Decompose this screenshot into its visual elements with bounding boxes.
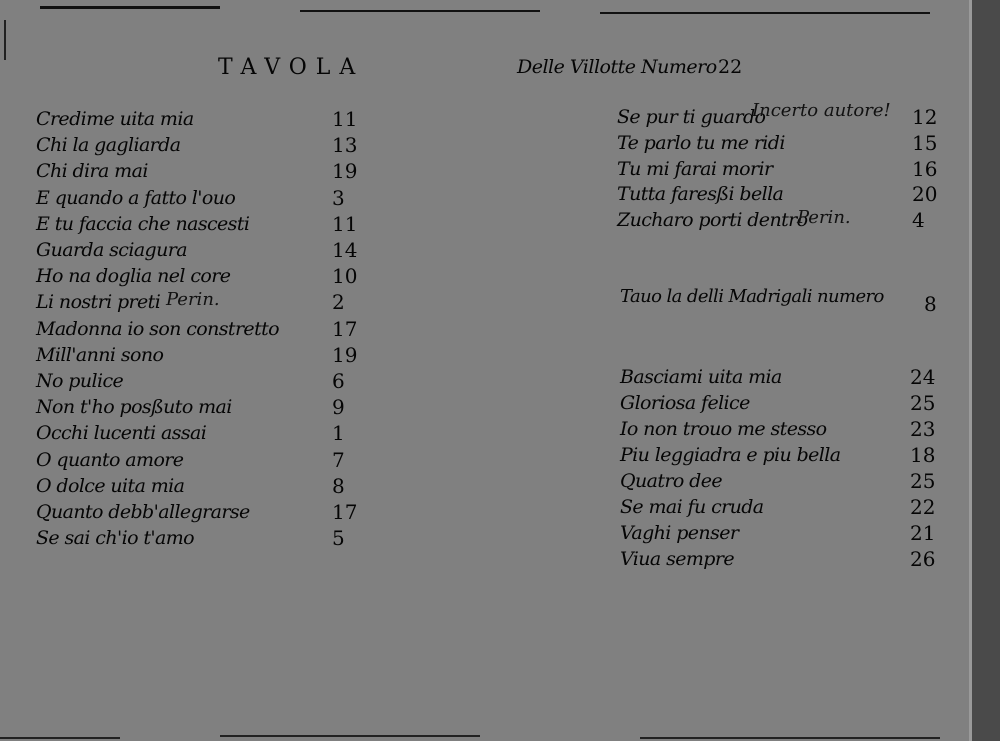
index-entry (617, 207, 952, 233)
scan-artifact (4, 20, 6, 60)
entry-number: 6 (332, 369, 345, 393)
index-entry (36, 158, 372, 184)
entry-number: 15 (912, 130, 938, 155)
page-title: TAVOLA (218, 55, 365, 80)
entry-title: Tutta faresßi bella (617, 183, 784, 206)
entry-number: 19 (332, 342, 358, 367)
entry-title: Chi la gagliarda (36, 134, 181, 157)
entry-number: 12 (912, 105, 938, 129)
entry-number: 25 (910, 469, 936, 493)
index-entry (36, 237, 372, 263)
entry-number: 18 (910, 443, 936, 467)
entry-number: 21 (910, 521, 936, 545)
entry-number: 3 (332, 185, 345, 210)
entry-title: Piu leggiadra e piu bella (620, 444, 841, 466)
page-subtitle-number: 22 (718, 56, 743, 78)
index-entry (36, 316, 372, 342)
entry-title: Viua sempre (620, 548, 734, 570)
entry-number: 25 (910, 391, 936, 415)
index-entry (617, 156, 952, 182)
entry-title: Quatro dee (620, 470, 722, 492)
scan-artifact (300, 10, 540, 12)
index-entry (36, 499, 372, 525)
index-entry (36, 420, 372, 446)
index-entry (620, 390, 950, 416)
entry-title: Se pur ti guardo (617, 106, 766, 128)
entry-number: 11 (332, 211, 358, 236)
entry-title: E quando a fatto l'ouo (36, 186, 236, 209)
index-entry (620, 364, 950, 390)
entry-number: 1 (332, 421, 345, 446)
entry-number: 4 (912, 208, 925, 233)
index-entry (36, 185, 372, 211)
entry-number: 20 (912, 182, 938, 207)
entry-number: 2 (332, 290, 345, 315)
handwritten-annotation: Perin. (166, 289, 220, 311)
scan-artifact (40, 6, 220, 9)
entry-title: Gloriosa felice (620, 392, 750, 414)
entry-title: E tu faccia che nascesti (36, 212, 250, 235)
madrigal-section-label: Tauo la delli Madrigali numero (620, 286, 884, 307)
index-entry (617, 100, 952, 130)
entry-title: Chi dira mai (36, 160, 148, 183)
handwritten-annotation: Perin. (797, 207, 851, 229)
index-entry (620, 442, 950, 468)
entry-title: Basciami uita mia (620, 366, 782, 388)
entry-title: Credime uita mia (36, 108, 194, 130)
entry-number: 19 (332, 159, 358, 184)
index-entry (617, 181, 952, 207)
index-entry (36, 394, 372, 420)
entry-title: Zucharo porti dentro (617, 209, 808, 232)
entry-number: 10 (332, 264, 358, 289)
index-entry (620, 416, 950, 442)
entry-number: 23 (910, 417, 936, 441)
entry-title: No pulice (36, 370, 124, 392)
entry-number: 22 (910, 495, 936, 519)
index-entry (620, 520, 950, 546)
entry-number: 24 (910, 365, 936, 389)
madrigal-section-number: 8 (924, 292, 937, 316)
entry-number: 26 (910, 547, 936, 571)
entry-number: 8 (332, 473, 345, 498)
entry-number: 5 (332, 526, 345, 551)
index-entry (36, 368, 372, 394)
entry-number: 7 (332, 447, 345, 472)
index-entry (620, 546, 950, 572)
index-entry (36, 263, 372, 289)
page-edge-shadow (972, 0, 1000, 741)
page-edge-highlight (969, 0, 972, 741)
page-subtitle: Delle Villotte Numero (517, 56, 717, 78)
scan-artifact (220, 735, 480, 737)
index-entry (36, 447, 372, 473)
entry-title: Se mai fu cruda (620, 496, 764, 518)
entry-title: Non t'ho posßuto mai (36, 396, 232, 419)
index-entry (620, 494, 950, 520)
index-entry (36, 473, 372, 499)
entry-title: Guarda sciagura (36, 239, 187, 261)
entry-title: O dolce uita mia (36, 474, 185, 497)
entry-number: 13 (332, 133, 358, 158)
index-entry (36, 132, 372, 158)
entry-number: 11 (332, 107, 358, 131)
entry-title: Vaghi penser (620, 522, 739, 544)
scan-artifact (600, 12, 930, 14)
entry-number: 17 (332, 500, 358, 524)
handwritten-annotation: Incerto autore! (752, 100, 891, 121)
entry-title: Madonna io son constretto (36, 317, 279, 340)
scan-artifact (0, 737, 120, 739)
index-entry (617, 130, 952, 156)
index-entry (36, 106, 372, 132)
entry-title: Occhi lucenti assai (36, 422, 207, 445)
index-entry (36, 289, 372, 315)
entry-title: Tu mi farai morir (617, 157, 773, 180)
entry-title: Mill'anni sono (36, 343, 164, 366)
index-entry (36, 525, 372, 551)
entry-title: Io non trouo me stesso (620, 418, 827, 440)
entry-title: O quanto amore (36, 448, 184, 471)
entry-title: Se sai ch'io t'amo (36, 527, 194, 550)
entry-number: 9 (332, 395, 345, 420)
entry-title: Quanto debb'allegrarse (36, 501, 250, 523)
entry-title: Ho na doglia nel core (36, 265, 231, 288)
entry-number: 17 (332, 316, 358, 341)
entry-number: 14 (332, 238, 358, 262)
index-entry (620, 468, 950, 494)
index-entry (36, 211, 372, 237)
entry-title: Li nostri preti (36, 291, 161, 314)
entry-title: Te parlo tu me ridi (617, 131, 785, 154)
scan-artifact (640, 737, 940, 739)
entry-number: 16 (912, 156, 938, 181)
index-entry (36, 342, 372, 368)
